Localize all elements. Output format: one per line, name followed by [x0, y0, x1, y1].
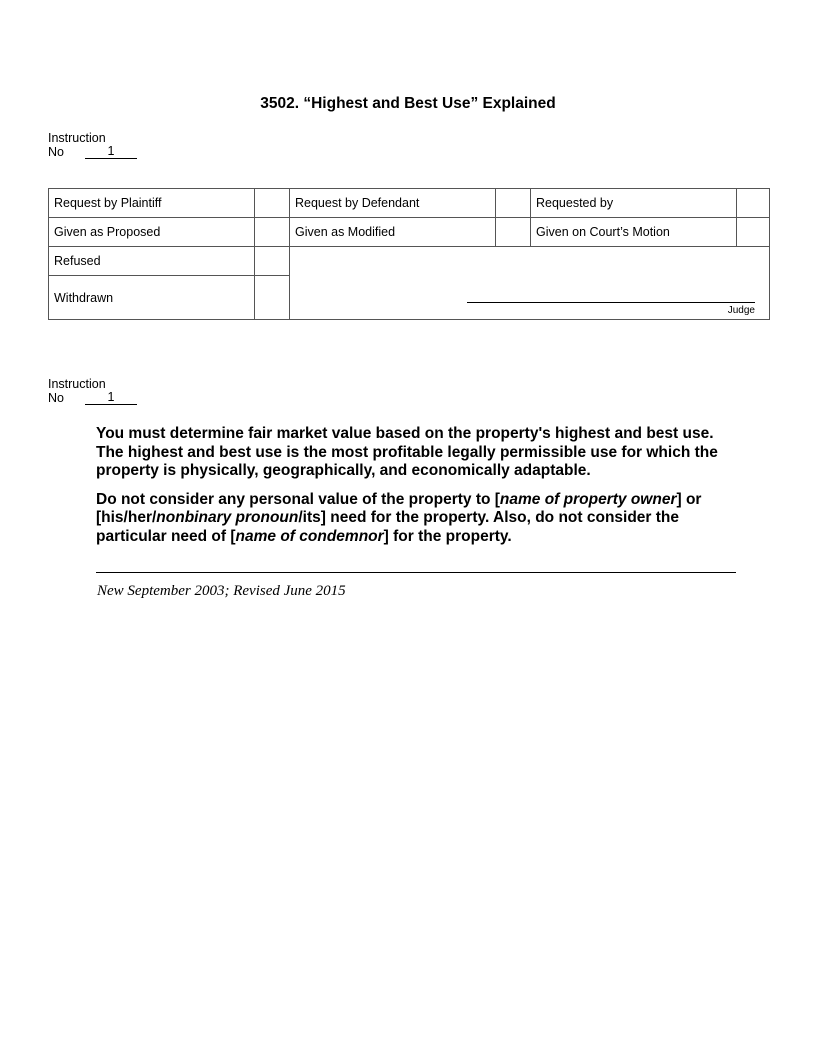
- p2-text-1: Do not consider any personal value of the property to [: [96, 490, 500, 508]
- body-paragraph-2: [96, 491, 736, 547]
- judge-signature-area: [290, 247, 770, 320]
- requested-by-checkbox[interactable]: [737, 189, 770, 218]
- given-as-modified-label: Given as Modified: [290, 218, 496, 247]
- request-by-plaintiff-label: Request by Plaintiff: [49, 189, 255, 218]
- instruction-number: 1: [85, 145, 137, 159]
- instruction-body: [96, 425, 736, 556]
- request-by-defendant-label: Request by Defendant: [290, 189, 496, 218]
- placeholder-condemnor: name of condemnor: [235, 527, 384, 545]
- placeholder-nonbinary-pronoun: nonbinary pronoun: [156, 509, 299, 526]
- given-as-proposed-checkbox[interactable]: [255, 218, 290, 247]
- refused-checkbox[interactable]: [255, 247, 290, 276]
- horizontal-divider: [96, 572, 736, 573]
- request-by-plaintiff-checkbox[interactable]: [255, 189, 290, 218]
- judge-label: Judge: [727, 305, 755, 316]
- given-on-courts-motion-checkbox[interactable]: [737, 218, 770, 247]
- body-paragraph-1: You must determine fair market value based on the property's highest and best use. The highest and best use is the most profitable legally permissible use for which the property is physically, geographically, and economically adaptable.: [96, 425, 718, 479]
- instruction-label: Instruction: [48, 131, 106, 145]
- no-label: No: [48, 391, 64, 405]
- instruction-title: 3502. “Highest and Best Use” Explained: [260, 95, 556, 112]
- given-as-modified-checkbox[interactable]: [496, 218, 531, 247]
- instruction-number: 1: [85, 391, 137, 405]
- no-label: No: [48, 145, 64, 159]
- judge-signature-line[interactable]: [467, 302, 755, 303]
- revision-history: New September 2003; Revised June 2015: [97, 583, 346, 599]
- withdrawn-checkbox[interactable]: [255, 276, 290, 320]
- withdrawn-label: Withdrawn: [49, 276, 255, 320]
- p2-text-2: ] or [his/her/: [96, 490, 702, 526]
- refused-label: Refused: [49, 247, 255, 276]
- request-by-defendant-checkbox[interactable]: [496, 189, 531, 218]
- p2-text-3: /its] need for the property. Also, do not consider the particular need of [: [96, 509, 680, 545]
- requested-by-label: Requested by: [531, 189, 737, 218]
- instruction-disposition-table: [48, 188, 770, 320]
- given-on-courts-motion-label: Given on Court’s Motion: [531, 218, 737, 247]
- instruction-label: Instruction: [48, 377, 106, 391]
- instruction-number-block-2: [48, 377, 137, 405]
- placeholder-property-owner: name of property owner: [499, 490, 677, 508]
- instruction-number-block: [48, 131, 137, 159]
- given-as-proposed-label: Given as Proposed: [49, 218, 255, 247]
- p2-text-4: ] for the property.: [383, 527, 512, 545]
